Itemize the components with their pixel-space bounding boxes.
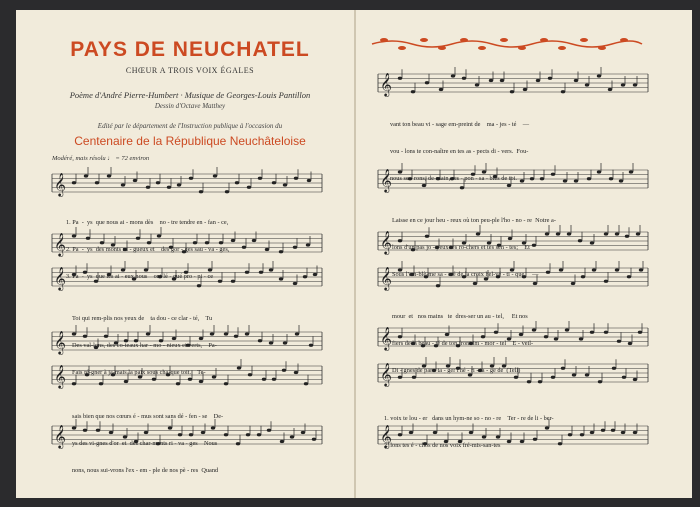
note-head <box>462 77 466 80</box>
note-head <box>411 90 415 93</box>
note-head <box>633 378 637 381</box>
note-head <box>257 433 261 436</box>
note-head <box>561 367 565 370</box>
lyric-line: Fais ré-gner à ja-mais la paix sous cha-que toit. Te- <box>72 369 206 376</box>
treble-clef-icon: 𝄞 <box>380 72 392 96</box>
note-head <box>574 79 578 82</box>
staff-left-1a <box>52 172 322 196</box>
note-head <box>611 429 615 432</box>
note-head <box>581 275 585 278</box>
note-head <box>304 382 308 385</box>
lyric-line: 2. Pa - ys des monts ru - gueux et des gor - ges sau - va - ges, <box>66 246 230 253</box>
note-head <box>636 232 640 235</box>
note-head <box>592 268 596 271</box>
note-head <box>551 173 555 176</box>
note-head <box>580 433 584 436</box>
note-head <box>558 442 562 445</box>
note-head <box>272 378 276 381</box>
note-head <box>510 90 514 93</box>
note-head <box>554 337 558 340</box>
note-head <box>156 181 160 184</box>
treble-clef-icon: 𝄞 <box>54 232 66 256</box>
note-head <box>234 335 238 338</box>
note-head <box>84 174 88 177</box>
note-head <box>585 83 589 86</box>
note-head <box>252 239 256 242</box>
note-head <box>633 83 637 86</box>
note-head <box>133 179 137 182</box>
note-head <box>301 431 305 434</box>
note-head <box>568 433 572 436</box>
note-head <box>579 337 583 340</box>
note-head <box>213 174 217 177</box>
score-title: PAYS DE NEUCHATEL <box>70 38 310 61</box>
note-head <box>604 331 608 334</box>
note-head <box>538 380 542 383</box>
note-head <box>551 376 555 379</box>
note-head <box>189 177 193 180</box>
note-head <box>259 271 263 274</box>
note-head <box>536 79 540 82</box>
note-head <box>224 382 228 385</box>
lyric-line: 1. voix te lou - er dans un hym-ne so - no - re Ter - re de li - ber- <box>384 415 554 422</box>
treble-clef-icon: 𝄞 <box>380 266 392 290</box>
note-head <box>563 179 567 182</box>
note-head <box>561 90 565 93</box>
lyrics-left-3 <box>72 394 223 484</box>
note-head <box>571 282 575 285</box>
note-head <box>590 241 594 244</box>
note-head <box>294 177 298 180</box>
note-head <box>622 376 626 379</box>
note-head <box>627 275 631 278</box>
lyric-line: ys des vi-gnes d'or et des char-mants ri - va - ges Nous <box>72 440 218 447</box>
treble-clef-icon: 𝄞 <box>380 230 392 254</box>
lyrics-right-1 <box>390 102 530 192</box>
note-head <box>307 179 311 182</box>
note-head <box>245 271 249 274</box>
note-head <box>548 77 552 80</box>
note-head <box>556 232 560 235</box>
lyric-line: Des val-lons, des co-teaux har - mo - nieux et verts, Pa- <box>72 342 217 349</box>
note-head <box>615 268 619 271</box>
centenary-title: Centenaire de la République Neuchâteloise <box>74 134 306 148</box>
note-head <box>231 280 235 283</box>
note-head <box>242 246 246 249</box>
lyric-line: nous se - rons, de-main, res - pon - sa - bles de toi. — <box>390 175 530 182</box>
note-head <box>245 332 249 335</box>
note-head <box>247 186 251 189</box>
note-head <box>629 170 633 173</box>
note-head <box>604 232 608 235</box>
lyrics-right-4 <box>384 396 554 459</box>
treble-clef-icon: 𝄞 <box>380 424 392 448</box>
note-head <box>313 273 317 276</box>
lyrics-right-3 <box>392 294 533 384</box>
lyrics-left-2 <box>72 296 217 386</box>
note-head <box>639 268 643 271</box>
note-head <box>72 181 76 184</box>
treble-clef-icon: 𝄞 <box>380 362 392 386</box>
note-head <box>597 170 601 173</box>
note-head <box>262 378 266 381</box>
lyric-line: Sous l'em-blè-me sa - cré de la croix hel-vé - ti - que, — <box>392 271 539 278</box>
note-head <box>615 232 619 235</box>
note-head <box>121 183 125 186</box>
authors-credit: Poème d'André Pierre-Humbert · Musique de Georges-Louis Pantillon <box>69 90 311 100</box>
note-head <box>294 371 298 374</box>
note-head <box>590 431 594 434</box>
note-head <box>167 186 171 189</box>
lyrics-right-2 <box>392 198 556 288</box>
treble-clef-icon: 𝄞 <box>54 364 66 388</box>
lyric-line: mour et nos mains te dres-ser un au - tel, Et nos <box>392 313 528 320</box>
note-head <box>617 340 621 343</box>
note-head <box>107 174 111 177</box>
treble-clef-icon: 𝄞 <box>380 326 392 350</box>
note-head <box>199 190 203 193</box>
note-head <box>530 177 534 180</box>
note-head <box>585 373 589 376</box>
lyric-line: Laisse en ce jour heu - reux où ton peu-ple l'ho - no - re Notre a- <box>392 217 556 224</box>
treble-clef-icon: 𝄞 <box>54 330 66 354</box>
note-head <box>500 79 504 82</box>
lyric-line: lons d'un pas jo - yeux tes ro-chers et tes sen - tes; Et <box>392 244 530 251</box>
lyric-line: vou - lons te con-naître en tes as - pects di - vers. Fou- <box>390 148 529 155</box>
lyric-line: fiers de la beau - té de ton front im - mor - tel E - veil- <box>392 340 534 347</box>
note-head <box>267 429 271 432</box>
note-head <box>231 239 235 242</box>
treble-clef-icon: 𝄞 <box>54 424 66 448</box>
note-head <box>621 83 625 86</box>
note-head <box>598 380 602 383</box>
note-head <box>572 373 576 376</box>
note-head <box>280 440 284 443</box>
note-head <box>269 341 273 344</box>
note-head <box>283 341 287 344</box>
note-head <box>272 181 276 184</box>
note-head <box>574 179 578 182</box>
note-head <box>95 181 99 184</box>
staff-right-1a <box>378 72 648 96</box>
note-head <box>293 246 297 249</box>
note-head <box>283 183 287 186</box>
note-head <box>224 433 228 436</box>
note-head <box>601 429 605 432</box>
note-head <box>290 435 294 438</box>
note-head <box>258 177 262 180</box>
note-head <box>258 339 262 342</box>
note-head <box>398 77 402 80</box>
lyric-line: 1. Pa - ys que nous ai - mons dès no - tre tendre en - fan - ce, <box>66 219 229 226</box>
lyric-line: 3. Pa - ys que les ai - eux nous ont lé - gué pro - pi - ce <box>66 273 214 280</box>
lyric-line: 2. lons tes é - chos de nos voix fré-mis-san-tes <box>384 442 501 449</box>
note-head <box>609 177 613 180</box>
note-head <box>237 366 241 369</box>
note-head <box>475 83 479 86</box>
note-head <box>451 74 455 77</box>
page-fold <box>354 10 356 498</box>
note-head <box>146 186 150 189</box>
note-head <box>559 268 563 271</box>
note-head <box>489 79 493 82</box>
treble-clef-icon: 𝄞 <box>54 172 66 196</box>
note-head <box>597 74 601 77</box>
note-head <box>235 181 239 184</box>
note-head <box>312 438 316 441</box>
note-head <box>309 344 313 347</box>
note-head <box>638 331 642 334</box>
lyric-line: Toi qui rem-plis nos yeux de ta dou - ce clar - té, Tu <box>72 315 213 322</box>
note-head <box>608 88 612 91</box>
note-head <box>425 81 429 84</box>
treble-clef-icon: 𝄞 <box>380 168 392 192</box>
note-head <box>295 332 299 335</box>
note-head <box>540 177 544 180</box>
note-head <box>293 282 297 285</box>
treble-clef-icon: 𝄞 <box>54 266 66 290</box>
note-head <box>565 328 569 331</box>
note-head <box>578 239 582 242</box>
note-head <box>236 442 240 445</box>
lyric-line: Di - gnes de par - ta - ger l'hé - ri - ta - ge de (Tell) <box>392 367 521 374</box>
note-head <box>604 280 608 283</box>
tempo-marking: Modéré, mais résolu ♩ = 72 environ <box>52 155 150 162</box>
lyric-line: vant ton beau vi - sage em-preint de ma - jes - té — <box>390 121 530 128</box>
drawing-credit: Dessin d'Octave Matthey <box>154 102 226 110</box>
note-head <box>225 190 229 193</box>
note-head <box>628 342 632 345</box>
note-head <box>177 183 181 186</box>
note-head <box>265 248 269 251</box>
note-head <box>523 88 527 91</box>
vine-ornament <box>372 36 642 52</box>
note-head <box>248 373 252 376</box>
edition-note: Edité par le département de l'Instruction publique à l'occasion du <box>97 122 283 130</box>
score-subtitle: CHŒUR A TROIS VOIX ÉGALES <box>125 66 255 75</box>
note-head <box>590 331 594 334</box>
note-head <box>619 179 623 182</box>
note-head <box>279 250 283 253</box>
note-head <box>224 332 228 335</box>
lyric-line: nons, nous sui-vrons l'ex - em - ple de nos pè - res Quand <box>72 467 219 474</box>
lyric-line: sais bien que nos cœurs é - mus sont sans dé - fen - se De- <box>72 413 224 420</box>
note-head <box>544 335 548 338</box>
note-head <box>612 367 616 370</box>
note-head <box>567 232 571 235</box>
note-head <box>279 277 283 280</box>
note-head <box>625 235 629 238</box>
note-head <box>439 88 443 91</box>
note-head <box>306 243 310 246</box>
note-head <box>246 433 250 436</box>
note-head <box>621 431 625 434</box>
note-head <box>633 431 637 434</box>
note-head <box>587 177 591 180</box>
note-head <box>282 369 286 372</box>
note-head <box>303 275 307 278</box>
lyrics-left-1 <box>66 200 229 290</box>
note-head <box>269 268 273 271</box>
